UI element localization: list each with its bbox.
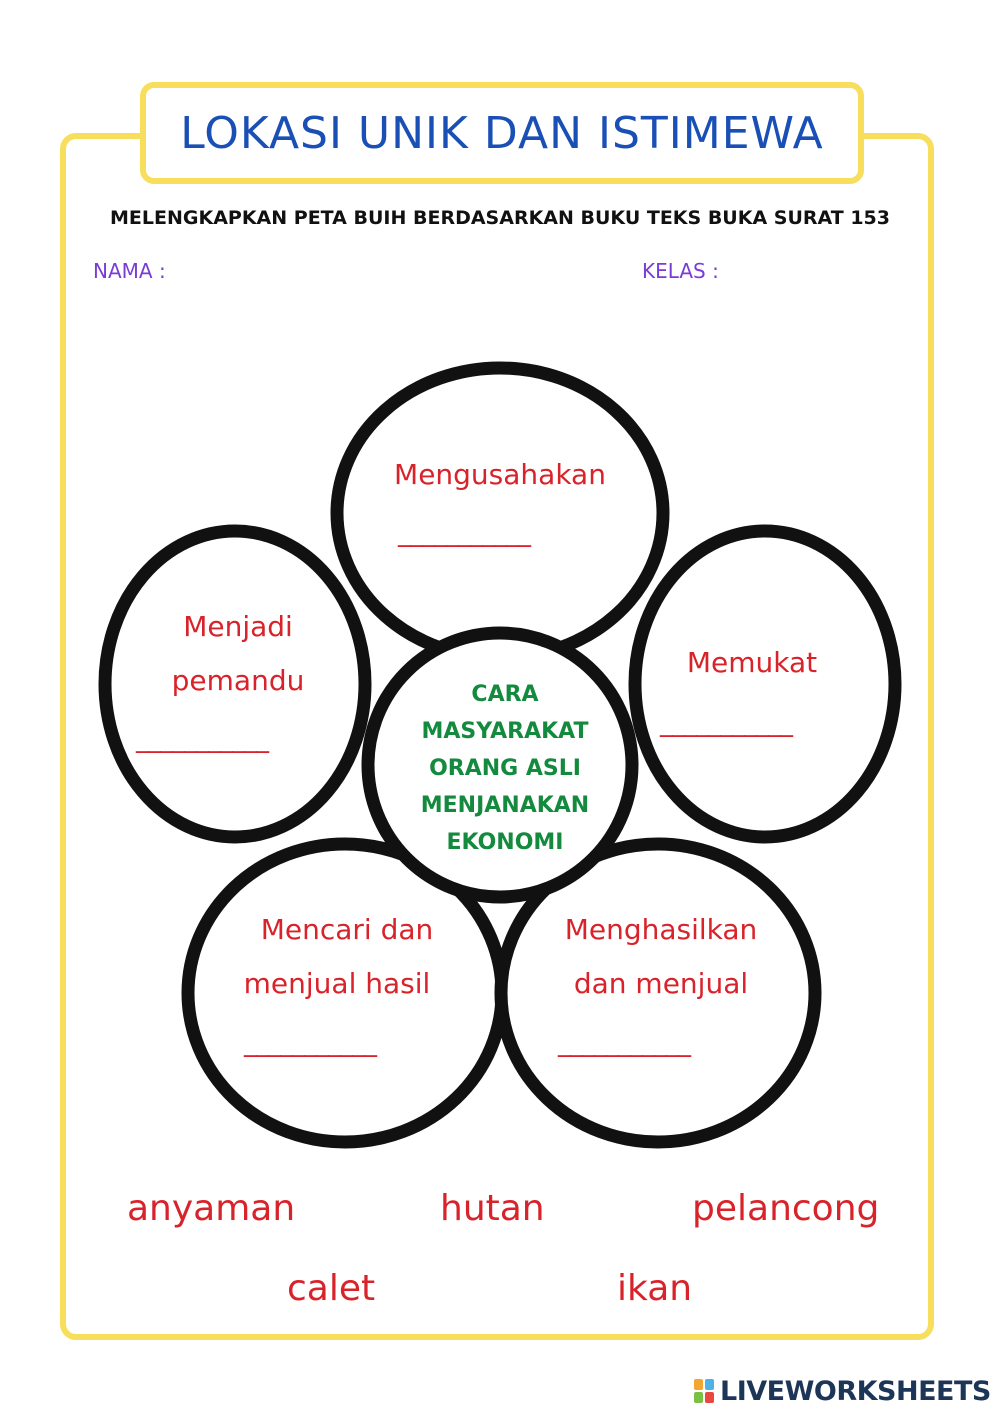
petal-bottom-left-label-1: Mencari dan	[260, 913, 434, 946]
center-topic-line: EKONOMI	[446, 830, 564, 855]
center-topic-line: ORANG ASLI	[429, 756, 581, 781]
petal-bottom-right-blank[interactable]: ___________	[558, 1028, 690, 1058]
page-title: LOKASI UNIK DAN ISTIMEWA	[180, 107, 824, 159]
center-topic-line: MENJANAKAN	[420, 793, 590, 818]
word-bank-item[interactable]: calet	[287, 1268, 376, 1309]
word-bank-item[interactable]: hutan	[440, 1188, 545, 1229]
petal-bottom-right-label-2: dan menjual	[573, 967, 749, 1000]
center-topic	[400, 676, 610, 861]
petal-right-label: Memukat	[686, 646, 818, 679]
petal-bottom-left-blank[interactable]: ___________	[244, 1028, 376, 1058]
petal-left-label-2: pemandu	[171, 664, 305, 697]
petal-right-blank[interactable]: ___________	[660, 708, 792, 738]
word-bank-item[interactable]: ikan	[617, 1268, 693, 1309]
liveworksheets-logo	[694, 1376, 991, 1407]
petal-top-label: Mengusahakan	[394, 458, 606, 491]
center-topic-line: CARA	[471, 682, 539, 707]
petal-bottom-left-label-2: menjual hasil	[243, 967, 431, 1000]
petal-left-blank[interactable]: ___________	[136, 724, 268, 754]
logo-icon	[694, 1379, 716, 1405]
instructions: MELENGKAPKAN PETA BUIH BERDASARKAN BUKU TEKS BUKA SURAT 153	[110, 207, 890, 229]
petal-top-blank[interactable]: ___________	[398, 518, 530, 548]
petal-left-label-1: Menjadi	[183, 610, 293, 643]
name-label: NAMA :	[93, 259, 166, 283]
center-topic-line: MASYARAKAT	[421, 719, 589, 744]
class-label: KELAS :	[642, 259, 719, 283]
brand-name: LIVEWORKSHEETS	[720, 1376, 991, 1407]
word-bank-item[interactable]: anyaman	[127, 1188, 296, 1229]
petal-top	[337, 368, 663, 658]
petal-bottom-right-label-1: Menghasilkan	[564, 913, 758, 946]
word-bank-item[interactable]: pelancong	[692, 1188, 880, 1229]
